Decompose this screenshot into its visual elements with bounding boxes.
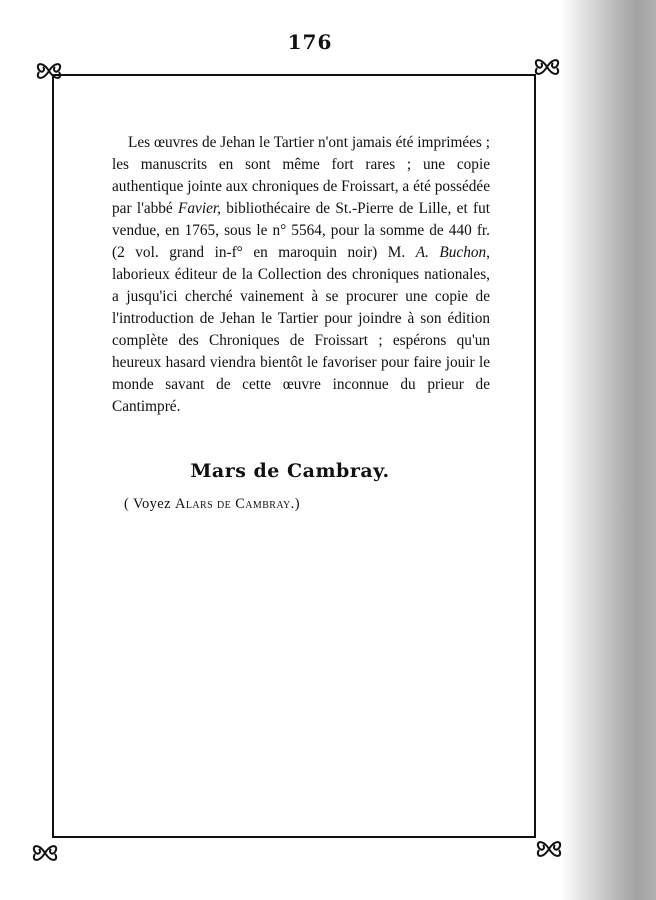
paragraph-text-part: , laborieux éditeur de la Collection des chroniques nationales, a jusqu'ici cherché vainement à se procurer une copie de l'introduction de Jehan le Tartier pour joindre à son édition complète des Chroniques de Froissart ; espérons qu'un heureux hasard viendra bientôt le favoriser pour faire jouir le monde savant de cette œuvre inconnue du prieur de Cantimpré. bbox=[112, 244, 490, 415]
body-paragraph bbox=[112, 132, 490, 418]
crossref-target: Alars de Cambray bbox=[175, 496, 291, 512]
page-number: 176 bbox=[287, 30, 333, 54]
section-title: Mars de Cambray. bbox=[190, 460, 390, 482]
fleuron-icon bbox=[34, 58, 64, 84]
person-name-buchon: A. Buchon bbox=[415, 244, 487, 261]
fleuron-icon bbox=[534, 836, 564, 862]
page-gutter-shadow bbox=[561, 0, 656, 900]
paragraph-text-part: bibliothécaire de St.-Pierre de Lille, et fut vendue, en 1765, sous le n° 5564, pour la somme de 440 fr. (2 vol. grand in-f° en maroquin noir) M. bbox=[112, 200, 490, 261]
cross-reference bbox=[124, 496, 300, 513]
paragraph-text-part: Les œuvres de Jehan le Tartier n'ont jamais été imprimées ; les manuscrits en sont même fort rares ; une copie authentique jointe aux chroniques de Froissart, a été possédée par l'abbé bbox=[112, 134, 490, 217]
fleuron-icon bbox=[30, 840, 60, 866]
crossref-close: .) bbox=[290, 496, 300, 512]
crossref-open: ( Voyez bbox=[124, 496, 175, 512]
fleuron-icon bbox=[532, 54, 562, 80]
person-name-favier: Favier, bbox=[178, 200, 221, 217]
